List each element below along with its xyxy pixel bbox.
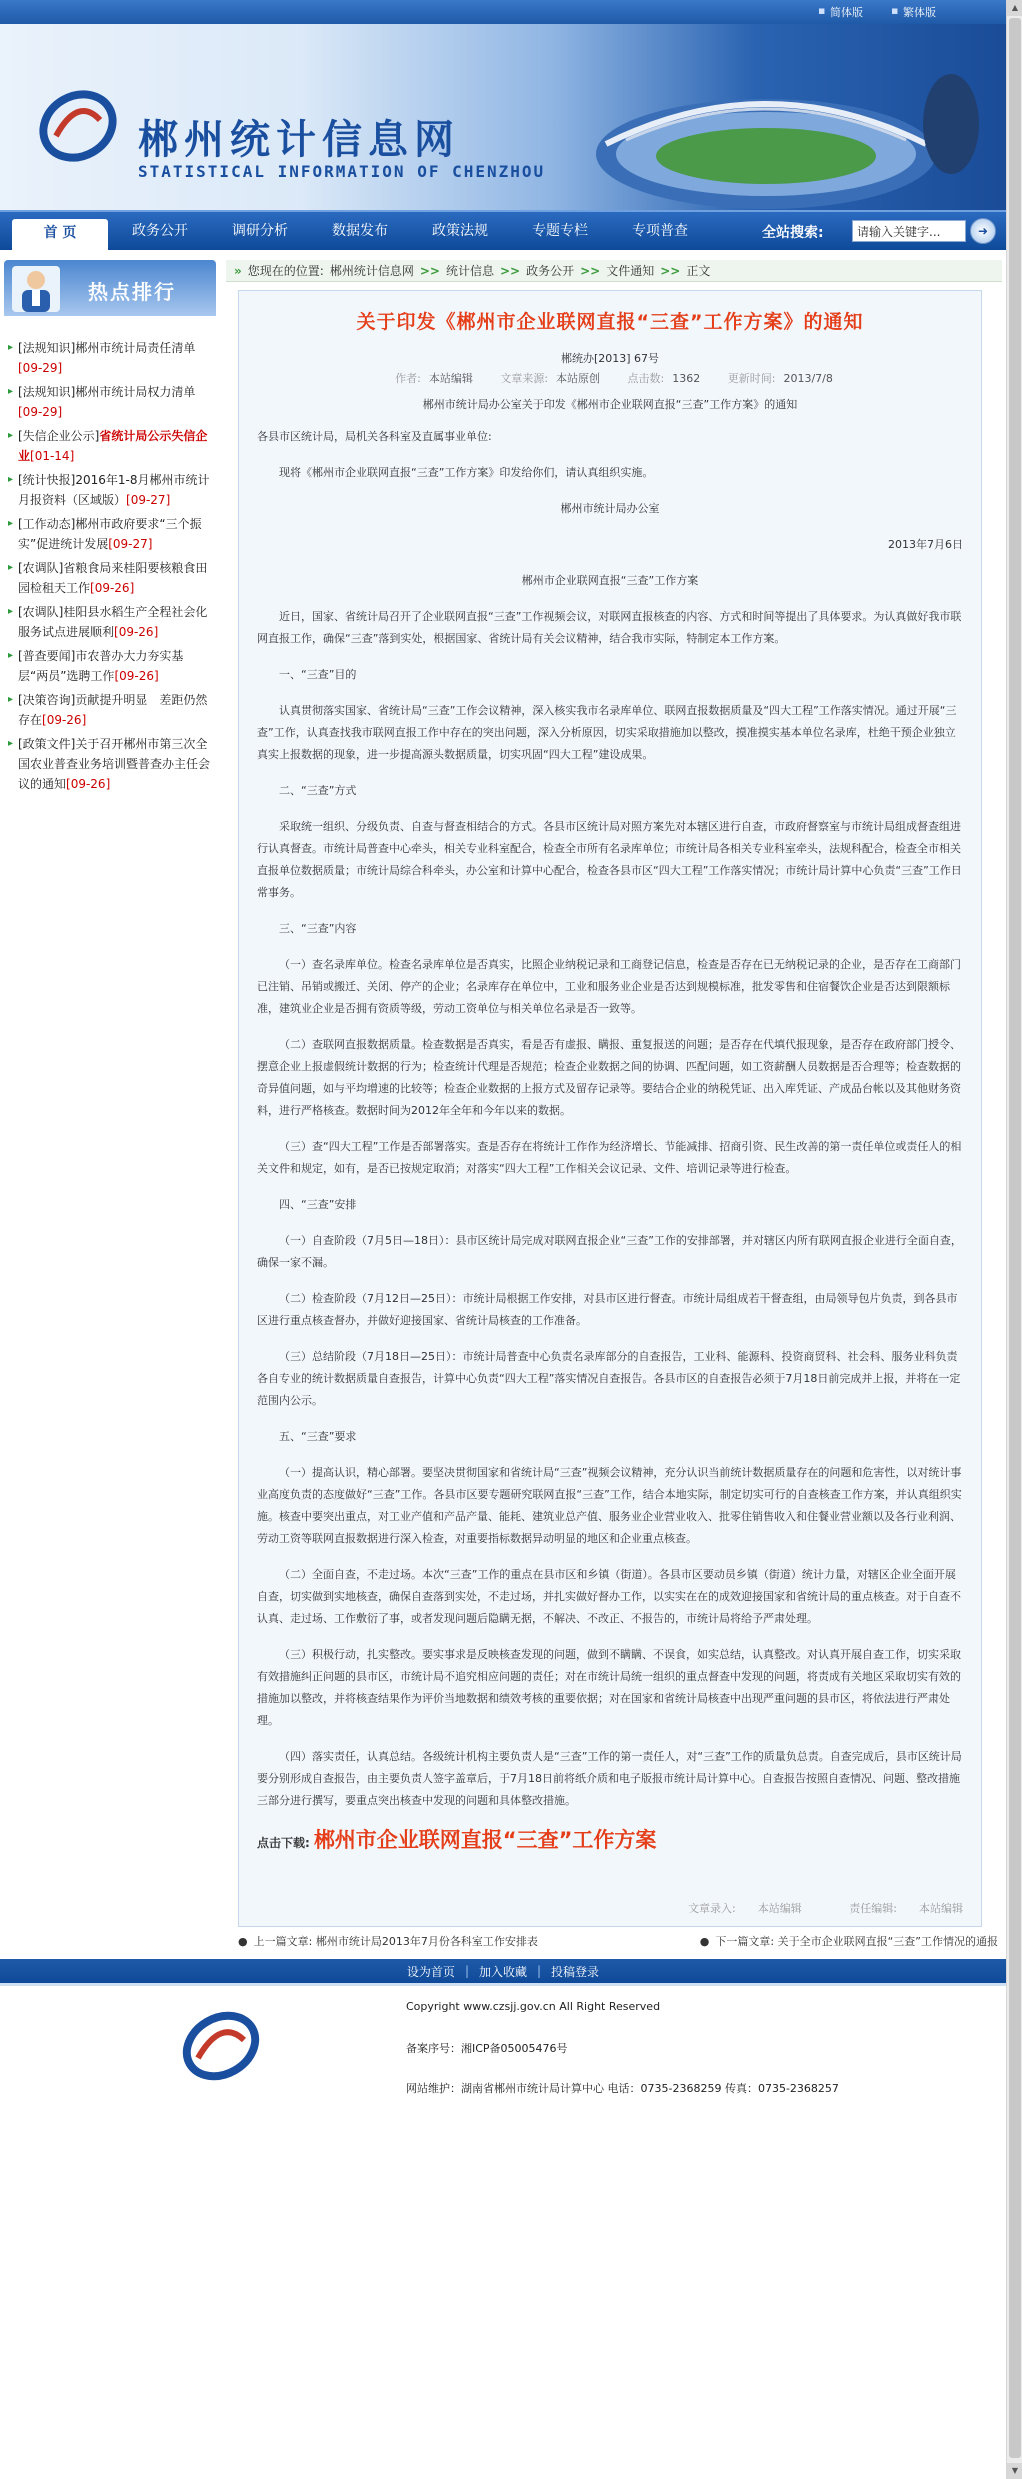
article [238,290,982,1927]
banner [0,24,1006,210]
next-article[interactable]: ● 下一篇文章: 关于全市企业联网直报“三查”工作情况的通报 [699,1935,998,1948]
scroll-thumb[interactable] [1009,18,1021,2458]
arrow-icon: >> [499,263,521,278]
stadium-image [566,44,986,210]
download-row: 点击下载: 郴州市企业联网直报“三查”工作方案 [257,1828,657,1852]
main-nav [0,210,1006,250]
article-paragraph: （一）自查阶段（7月5日—18日）：县市区统计局完成对联网直报企业“三查”工作的安排部署，并对辖区内所有联网直报企业进行全面自查，确保一家不漏。 [257,1234,962,1269]
site-subtitle: STATISTICAL INFORMATION OF CHENZHOU [138,162,546,181]
list-item[interactable]: ▸ [决策咨询]贡献提升明显 差距仍然存在[09-26] [8,690,212,730]
nav-special-topics[interactable]: 专题专栏 [532,223,588,239]
prev-article[interactable]: ● 上一篇文章: 郴州市统计局2013年7月份各科室工作安排表 [238,1935,538,1948]
article-paragraph: 四、“三查”安排 [279,1198,357,1211]
article-paragraph: （三）积极行动，扎实整改。要实事求是反映核查发现的问题，做到不瞒瞒、不误食，如实总结，认真整改。对认真开展自查工作，切实采取有效措施纠正问题的县市区，市统计局不追究相应问题的责任；对在市统计局统一组织的重点督查中发现的问题，将责成有关地区采取切实有效的措施加以整改，并将核查结果作为评价当地数据和绩效考核的重要依据；对在国家和省统计局核查中出现严重问题的县市区，将依法进行严肃处理。 [257,1648,961,1727]
search-button[interactable]: ➜ [970,218,996,244]
nav-gov-affairs[interactable]: 政务公开 [132,223,188,239]
article-paragraph: 采取统一组织、分级负责、自查与督查相结合的方式。各县市区统计局对照方案先对本辖区进行自查，市政府督察室与市统计局组成督查组进行认真督查。市统计局普查中心牵头，相关专业科室配合，检查全市所有名录库单位；市统计局各相关专业科室牵头，法规科配合，检查全市相关直报单位数据质量；市统计局综合科牵头，办公室和计算中心配合，检查各县市区“四大工程”工作落实情况；市统计局计算中心负责“三查”工作日常事务。 [257,820,962,899]
article-paragraph: 二、“三查”方式 [279,784,357,797]
nav-census[interactable]: 专项普查 [632,223,688,239]
article-paragraph: （二）检查阶段（7月12日—25日）：市统计局根据工作安排，对县市区进行督查。市统计局组成若干督查组，由局领导包片负责，到各县市区进行重点核查督办，并做好迎接国家、省统计局核查的工作准备。 [257,1292,958,1327]
sidebar-title: 热点排行 [88,280,176,304]
article-paragraph: 现将《郴州市企业联网直报“三查”工作方案》印发给你们，请认真组织实施。 [279,466,654,479]
site-logo-icon [36,86,120,166]
breadcrumb-notices[interactable]: 文件通知 [606,264,655,278]
breadcrumb [226,260,1002,282]
article-paragraph: （四）落实责任，认真总结。各级统计机构主要负责人是“三查”工作的第一责任人，对“三查”工作的质量负总责。自查完成后，县市区统计局要分别形成自查报告，由主要负责人签字盖章后，于7月18日前将纸介质和电子版报市统计局计算中心。自查报告按照自查情况、问题、整改措施三部分进行撰写，要重点突出核查中发现的问题和具体整改措施。 [257,1750,962,1807]
prev-next [238,1933,998,1951]
breadcrumb-prefix: 您现在的位置: [247,264,324,278]
article-paragraph: 一、“三查”目的 [279,668,357,681]
list-item[interactable]: ▸ [普查要闻]市农普办大力夯实基层“两员”选聘工作[09-26] [8,646,212,686]
article-body [257,426,963,1812]
article-footer-meta: 文章录入: 本站编辑 责任编辑: 本站编辑 [688,1902,963,1915]
maintainer: 网站维护：湖南省郴州市统计局计算中心 电话：0735-2368259 传真：0735-2368257 [406,2082,839,2095]
sidebar [4,260,216,1951]
article-paragraph: （三）总结阶段（7月18日—25日）：市统计局普查中心负责名录库部分的自查报告，工业科、能源科、投资商贸科、社会科、服务业科负责各自专业的统计数据质量自查报告，计算中心负责“四大工程”落实情况自查报告。各县市区的自查报告必须于7月18日前完成并上报，并将在一定范围内公示。 [257,1350,961,1407]
article-paragraph: 各县市区统计局，局机关各科室及直属事业单位: [257,430,492,443]
breadcrumb-current: 正文 [686,264,711,278]
sidebar-header [4,260,216,316]
article-paragraph: 五、“三查”要求 [279,1430,357,1443]
footer [0,1983,1006,2123]
icp-number: 备案序号：湘ICP备05005476号 [406,2042,568,2055]
list-item[interactable]: ▸ [农调队]省粮食局来桂阳要核粮食田园检租天工作[09-26] [8,558,212,598]
article-meta: 作者: 本站编辑 文章来源: 本站原创 点击数: 1362 更新时间: 2013/7/8 [395,372,833,385]
scroll-up-icon[interactable]: ▲ [1007,0,1022,16]
nav-research[interactable]: 调研分析 [232,223,288,239]
breadcrumb-gov-affairs[interactable]: 政务公开 [526,264,575,278]
article-paragraph: （一）提高认识，精心部署。要坚决贯彻国家和省统计局“三查”视频会议精神，充分认识当前统计数据质量存在的问题和危害性，以对统计事业高度负责的态度做好“三查”工作。各县市区要专题研究联网直报“三查”工作，结合本地实际，制定切实可行的自查核查工作方案，并认真组织实施。核查中要突出重点，对工业产值和产品产量、能耗、建筑业总产值、服务业企业营业收入、批零住销售收入和住餐业营业额以及各行业利润、劳动工资等联网直报数据进行深入检查，对重要指标数据异动明显的地区和企业重点核查。 [257,1466,962,1545]
traditional-link[interactable]: ▪ 繁体版 [891,4,936,20]
article-paragraph: （一）查名录库单位。检查名录库单位是否真实，比照企业纳税记录和工商登记信息，检查是否存在已无纳税记录的企业，是否存在工商部门已注销、吊销或搬迁、关闭、停产的企业；名录库存在单位中，工业和服务业企业是否达到规模标准，批发零售和住宿餐饮企业是否达到限额标准，建筑业企业是否拥有资质等级，劳动工资单位与相关单位名录是否一致等。 [257,958,961,1015]
content [226,260,1002,1951]
article-paragraph: 近日，国家、省统计局召开了企业联网直报“三查”工作视频会议，对联网直报核查的内容、方式和时间等提出了具体要求。为认真做好我市联网直报工作，确保“三查”落到实处，根据国家、省统计局有关会议精神，结合我市实际，特制定本工作方案。 [257,610,962,645]
article-paragraph: 郴州市统计局办公室 [560,502,660,515]
download-link[interactable]: 郴州市企业联网直报“三查”工作方案 [313,1828,657,1852]
arrow-icon: » [234,263,242,278]
submit-login-link[interactable]: 投稿登录 [551,1964,600,1979]
article-paragraph: 三、“三查”内容 [279,922,357,935]
lead-title: 郴州市统计局办公室关于印发《郴州市企业联网直报“三查”工作方案》的通知 [422,398,798,411]
nav-home[interactable]: 首 页 [12,219,108,251]
document-number: 郴统办[2013] 67号 [560,352,660,365]
list-item[interactable]: ▸ [法规知识]郴州市统计局责任清单[09-29] [8,338,212,378]
nav-policy[interactable]: 政策法规 [432,223,488,239]
arrow-icon: >> [419,263,440,278]
list-item[interactable]: ▸ [统计快报]2016年1-8月郴州市统计月报资料（区域版）[09-27] [8,470,212,510]
breadcrumb-home[interactable]: 郴州统计信息网 [329,264,414,278]
scroll-down-icon[interactable]: ▼ [1007,2463,1022,2479]
hot-list [4,316,216,794]
list-item[interactable]: ▸ [失信企业公示]省统计局公示失信企业[01-14] [8,426,212,466]
search-input[interactable] [852,220,966,242]
list-item[interactable]: ▸ [政策文件]关于召开郴州市第三次全国农业普查业务培训暨普查办主任会议的通知[09-26] [8,734,212,794]
footer-logo-icon [176,2006,266,2086]
article-paragraph: 郴州市企业联网直报“三查”工作方案 [521,574,699,587]
article-title: 关于印发《郴州市企业联网直报“三查”工作方案》的通知 [356,311,864,333]
user-avatar-icon [12,266,60,312]
article-paragraph: 2013年7月6日 [888,538,963,551]
list-item[interactable]: ▸ [农调队]桂阳县水稻生产全程社会化服务试点进展顺利[09-26] [8,602,212,642]
list-item[interactable]: ▸ [工作动态]郴州市政府要求“三个振实”促进统计发展[09-27] [8,514,212,554]
breadcrumb-stats-info[interactable]: 统计信息 [445,264,494,278]
article-paragraph: （三）查“四大工程”工作是否部署落实。查是否存在将统计工作作为经济增长、节能减排、招商引资、民生改善的第一责任单位或责任人的相关文件和规定，如有，是否已按规定取消；对落实“四大工程”工作相关会议记录、文件、培训记录等进行检查。 [257,1140,962,1175]
add-favorite-link[interactable]: 加入收藏 [478,1964,527,1979]
main-area [0,250,1006,1951]
set-homepage-link[interactable]: 设为首页 [406,1964,455,1979]
article-paragraph: （二）全面自查，不走过场。本次“三查”工作的重点在县市区和乡镇（街道）。各县市区要动员乡镇（街道）统计力量，对辖区企业全面开展自查，切实做到实地核查，确保自查落到实处，不走过场，并扎实做好督办工作，以实实在在的成效迎接国家和省统计局的重点核查。对于自查不认真、走过场、工作敷衍了事，或者发现问题后隐瞒无据，不解决、不改正、不报告的，市统计局将给予严肃处理。 [257,1568,961,1625]
article-paragraph: （二）查联网直报数据质量。检查数据是否真实，看是否有虚报、瞒报、重复报送的问题；是否存在代填代报现象，是否存在政府部门授令、摆意企业上报虚假统计数据的行为；检查统计代理是否规范；检查企业数据之间的协调、匹配问题，如工资薪酬人员数据是否合理等；检查数据的奇异值问题，如与平均增速的比较等；检查企业数据的上报方式及留存记录等。要结合企业的纳税凭证、出入库凭证、产成品台帐以及其他财务资料，进行严格核查。数据时间为2012年全年和今年以来的数据。 [257,1038,961,1117]
footer-links: 设为首页 | 加入收藏 | 投稿登录 [0,1959,1006,1983]
scrollbar[interactable] [1006,0,1022,2479]
list-item[interactable]: ▸ [法规知识]郴州市统计局权力清单[09-29] [8,382,212,422]
simplified-link[interactable]: ▪ 简体版 [818,4,863,20]
utility-bar [0,0,1006,24]
copyright: Copyright www.czsjj.gov.cn All Right Reserved [406,2000,661,2013]
site-title: 郴州统计信息网 [138,117,460,163]
search-label: 全站搜索: [762,225,824,241]
arrow-icon: >> [660,263,681,278]
article-paragraph: 认真贯彻落实国家、省统计局“三查”工作会议精神，深入核实我市名录库单位、联网直报数据质量及“四大工程”工作落实情况。通过开展“三查”工作，认真查找我市联网直报工作中存在的突出问题，深入分析原因，切实采取措施加以整改，摸准摸实基本单位名录库，杜绝干预企业独立真实上报数据的现象，进一步提高源头数据质量，切实巩固“四大工程”建设成果。 [257,704,957,761]
arrow-icon: >> [580,263,601,278]
nav-data-release[interactable]: 数据发布 [332,223,388,239]
